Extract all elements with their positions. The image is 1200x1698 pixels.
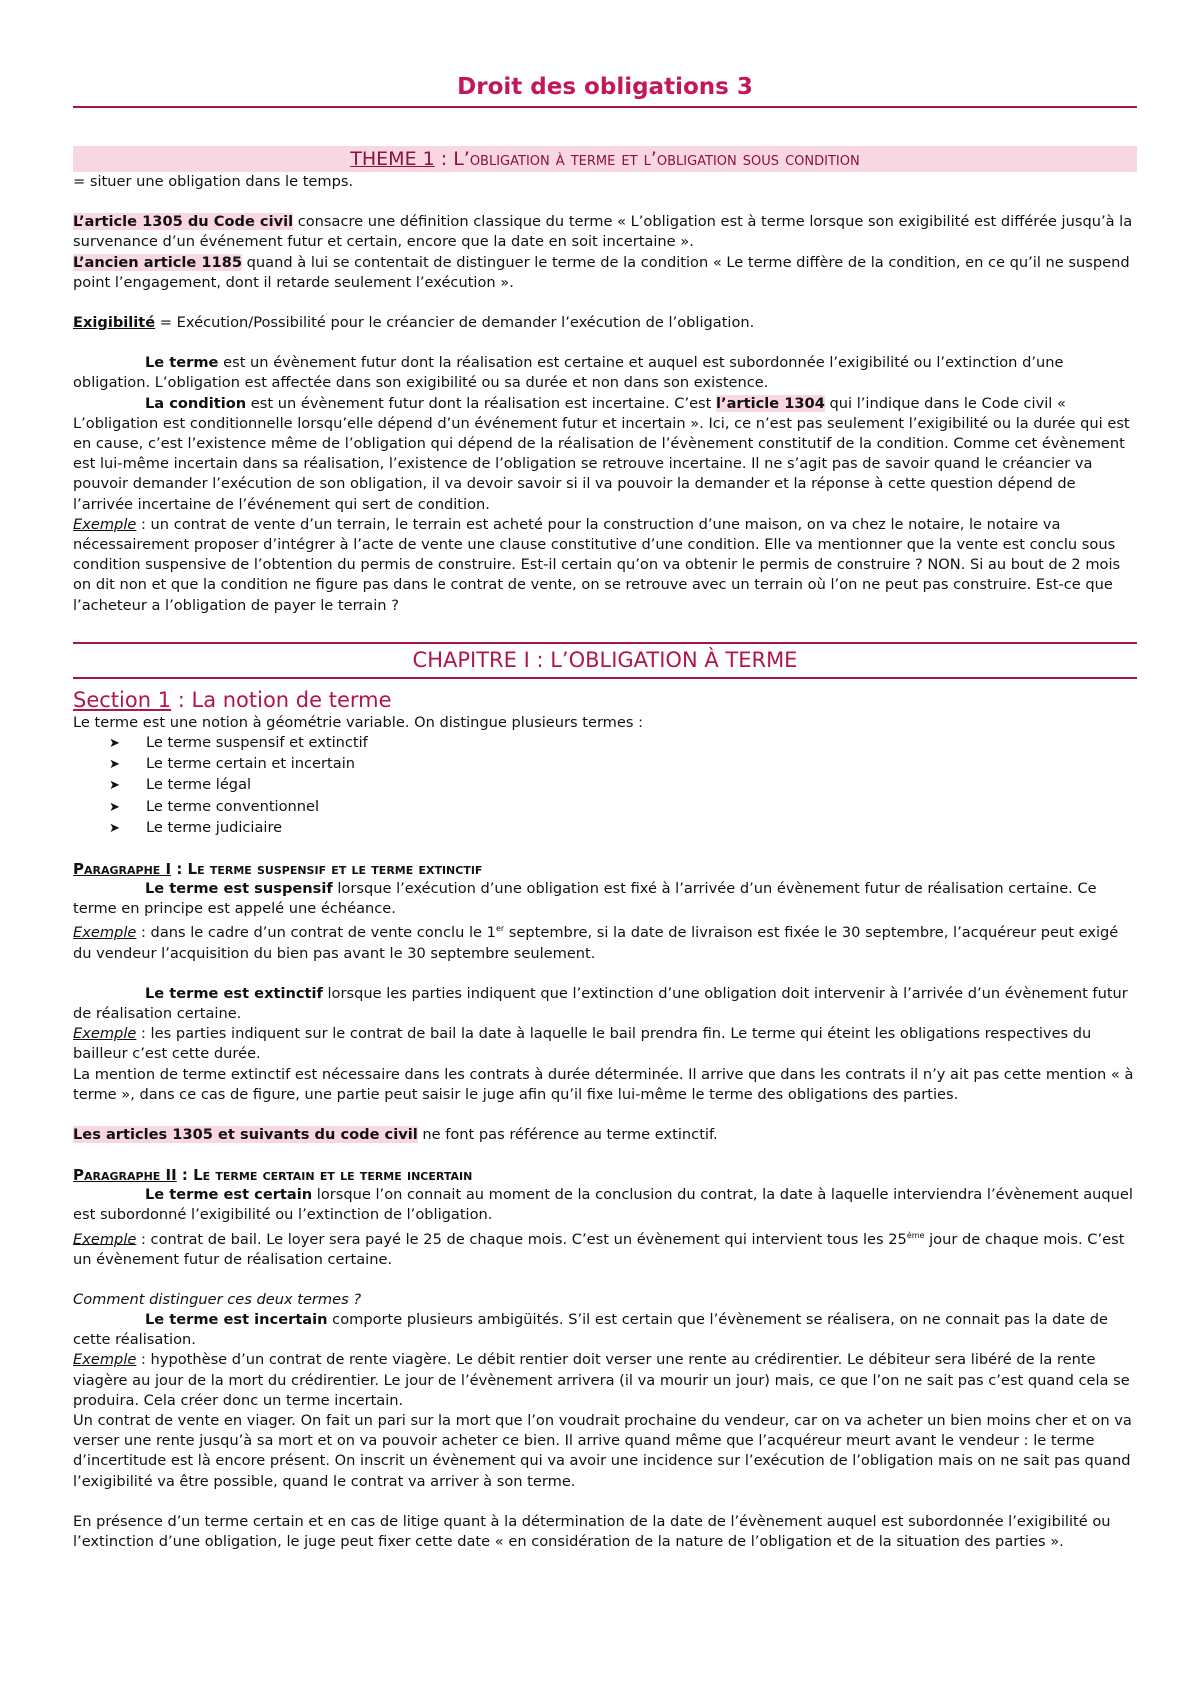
document-title: Droit des obligations 3 bbox=[73, 74, 1137, 108]
condition-bold: La condition bbox=[145, 394, 247, 412]
section-heading bbox=[73, 687, 1137, 713]
article-1185-text: quand à lui se contentait de distinguer le terme de la condition « Le terme diffère de la condition, en ce qu’il ne suspend point l’engagement, dont il retarde seulement l’exécution ». bbox=[73, 253, 1130, 291]
terme-text: est un évènement futur dont la réalisation est certaine et auquel est subordonnée l’exigibilité ou l’extinction d’une obligation. L’obligation est affectée dans son exigibilité ou sa durée et non dans son existence. bbox=[73, 354, 1064, 392]
example-5-text: : hypothèse d’un contrat de rente viagère. Le débit rentier doit verser une rente au crédirentier. Le débiteur sera libéré de la rente viagère au jour de la mort du crédirentier. Le jour de l’évènement arrivera (il va mourir un jour) mais, ce que l’on ne sait pas c’est quand cela se produira. Cela créer donc un terme incertain. bbox=[73, 1351, 1130, 1409]
list-item-text: Le terme certain et incertain bbox=[146, 755, 355, 773]
list-item bbox=[109, 818, 1137, 839]
section-intro: Le terme est une notion à géométrie variable. On distingue plusieurs termes : bbox=[73, 713, 644, 731]
mention-paragraph: La mention de terme extinctif est nécessaire dans les contrats à durée déterminée. Il arrive que dans les contrats il n’y ait pas cette mention « à terme », dans ce cas de figure, une partie peut saisir le juge afin qu’il fixe lui-même le terme des obligations des parties. bbox=[73, 1065, 1134, 1103]
list-item bbox=[109, 775, 1137, 796]
example-5 bbox=[73, 1350, 1137, 1411]
example-2-pre: : dans le cadre d’un contrat de vente conclu le 1 bbox=[136, 924, 496, 942]
section-title: : La notion de terme bbox=[171, 687, 392, 712]
suspensif-text: lorsque l’exécution d’une obligation est fixé à l’arrivée d’un évènement futur de réalisation certaine. Ce terme en principe est appelé une échéance. bbox=[73, 880, 1097, 918]
certain-text: lorsque l’on connait au moment de la conclusion du contrat, la date à laquelle interviendra l’évènement auquel est subordonné l’exigibilité ou l’extinction de l’obligation. bbox=[73, 1186, 1133, 1224]
extinctif-text: lorsque les parties indiquent que l’extinction d’une obligation doit intervenir à l’arrivée d’un évènement futur de réalisation certaine. bbox=[73, 984, 1128, 1022]
viager-paragraph: Un contrat de vente en viager. On fait un pari sur la mort que l’on voudrait prochaine du vendeur, car on va acheter un bien moins cher et on va verser une rente jusqu’à sa mort et on va pouvoir acheter ce bien. Il arrive quand même que l’acquéreur meurt avant le vendeur : le terme d’incertitude est là encore présent. On inscrit un évènement qui va avoir une incidence sur l’exécution de l’obligation mais on ne sait pas quand l’exigibilité va être possible, quand le contrat va arriver à son terme. bbox=[73, 1412, 1132, 1490]
example-1-text: : un contrat de vente d’un terrain, le terrain est acheté pour la construction d’une maison, on va chez le notaire, le notaire va nécessairement proposer d’intégrer à l’acte de vente une clause constitutive d’une condition. Elle va mentionner que la vente est conclu sous condition suspensive de l’obtention du permis de construire. Est-il certain qu’on va obtenir le permis de construire ? NON. Si au bout de 2 mois on dit non et que la condition ne figure pas dans le contrat de vente, on se retrouve avec un terrain où l’on ne peut pas construire. Est-ce que l’acheteur a l’obligation de payer le terrain ? bbox=[73, 515, 1121, 614]
section-number: Section 1 bbox=[73, 687, 172, 712]
example-3 bbox=[73, 1024, 1137, 1064]
example-label: Exemple bbox=[73, 1230, 137, 1248]
example-4-post: jour de chaque mois. C’est un évènement futur de réalisation certaine. bbox=[73, 1230, 1125, 1268]
terms-list bbox=[73, 733, 1137, 839]
extinctif-bold: Le terme est extinctif bbox=[145, 984, 323, 1002]
article-1305-ref: L’article 1305 du Code civil bbox=[73, 213, 294, 231]
litige-paragraph: En présence d’un terme certain et en cas de litige quant à la détermination de la date de l’évènement auquel est subordonnée l’exigibilité ou l’extinction d’une obligation, le juge peut fixer cette date « en considération de la nature de l’obligation et de la situation des parties ». bbox=[73, 1512, 1111, 1551]
incertain-text: comporte plusieurs ambigüités. S’il est certain que l’évènement se réalisera, on ne connait pas la date de cette réalisation. bbox=[73, 1311, 1108, 1349]
article-1305-paragraph bbox=[73, 212, 1137, 252]
example-4 bbox=[73, 1226, 1137, 1270]
document-page bbox=[73, 0, 1137, 1552]
terme-definition bbox=[73, 353, 1137, 393]
paragraph-1-heading bbox=[73, 859, 1137, 879]
example-4-pre: : contrat de bail. Le loyer sera payé le 25 de chaque mois. C’est un évènement qui intervient tous les 25 bbox=[136, 1230, 907, 1248]
condition-text-2: qui l’indique dans le Code civil « L’obligation est conditionnelle lorsqu’elle dépend d’un événement futur et incertain ». Ici, ce n’est pas seulement l’exigibilité ou la durée qui est en cause, c’est l’existence même de l’obligation qui dépend de la réalisation de l’évènement constitutif de la condition. Comme cet évènement est lui-même incertain dans sa réalisation, l’existence de l’obligation se retrouve incertaine. Il ne s’agit pas de savoir quand le créancier va pouvoir demander l’exécution de son obligation, il va devoir savoir si il va pouvoir la demander et la réponse à cette question dépend de l’arrivée incertaine de l’événement qui sert de condition. bbox=[73, 394, 1130, 513]
article-1304-ref: l’article 1304 bbox=[716, 394, 825, 412]
condition-definition bbox=[73, 394, 1137, 515]
extinctif-paragraph bbox=[73, 984, 1137, 1024]
paragraph-1-label: Paragraphe I bbox=[73, 860, 172, 879]
certain-paragraph bbox=[73, 1185, 1137, 1225]
incertain-paragraph bbox=[73, 1310, 1137, 1350]
terme-bold: Le terme bbox=[145, 354, 219, 372]
theme-separator: : bbox=[434, 148, 454, 170]
arrow-bullet-icon: ➤ bbox=[109, 820, 120, 836]
example-2-sup: er bbox=[495, 924, 505, 934]
arrow-bullet-icon: ➤ bbox=[109, 757, 120, 773]
example-1 bbox=[73, 515, 1137, 616]
example-2-post: septembre, si la date de livraison est fixée le 30 septembre, l’acquéreur peut exigé du vendeur l’acquisition du bien pas avant le 30 septembre seulement. bbox=[73, 924, 1119, 962]
list-item-text: Le terme légal bbox=[146, 776, 252, 794]
theme-number: THEME 1 bbox=[350, 148, 435, 170]
article-1185-paragraph bbox=[73, 253, 1137, 293]
example-label: Exemple bbox=[73, 515, 137, 533]
condition-text-1: est un évènement futur dont la réalisation est incertaine. C’est bbox=[246, 394, 717, 412]
example-label: Exemple bbox=[73, 924, 137, 942]
list-item bbox=[109, 733, 1137, 754]
chapter-heading: CHAPITRE I : L’OBLIGATION À TERME bbox=[73, 642, 1137, 679]
question-line: Comment distinguer ces deux termes ? bbox=[73, 1290, 362, 1308]
suspensif-bold: Le terme est suspensif bbox=[145, 880, 333, 898]
example-4-sup: ème bbox=[906, 1230, 925, 1240]
list-item-text: Le terme suspensif et extinctif bbox=[146, 734, 368, 752]
list-item bbox=[109, 797, 1137, 818]
arrow-bullet-icon: ➤ bbox=[109, 778, 120, 794]
theme-label: L’obligation à terme et l’obligation sous condition bbox=[453, 148, 860, 170]
paragraph-2-heading bbox=[73, 1165, 1137, 1185]
exigibilite-text: = Exécution/Possibilité pour le créancier de demander l’exécution de l’obligation. bbox=[155, 314, 755, 332]
certain-bold: Le terme est certain bbox=[145, 1186, 313, 1204]
articles-1305-paragraph bbox=[73, 1125, 1137, 1145]
article-1305-text: consacre une définition classique du terme « L’obligation est à terme lorsque son exigibilité est différée jusqu’à la survenance d’un événement futur et certain, encore que la date en soit incertaine ». bbox=[73, 213, 1133, 251]
article-1185-ref: L’ancien article 1185 bbox=[73, 253, 243, 271]
example-label: Exemple bbox=[73, 1351, 137, 1369]
list-item bbox=[109, 754, 1137, 775]
example-label: Exemple bbox=[73, 1025, 137, 1043]
list-item-text: Le terme judiciaire bbox=[146, 818, 283, 836]
articles-1305-text: ne font pas référence au terme extinctif. bbox=[417, 1125, 718, 1143]
exigibilite-word: Exigibilité bbox=[73, 314, 156, 332]
example-2 bbox=[73, 919, 1137, 963]
example-3-text: : les parties indiquent sur le contrat de bail la date à laquelle le bail prendra fin. Le terme qui éteint les obligations respectives du bailleur c’est cette durée. bbox=[73, 1025, 1092, 1063]
intro-line: = situer une obligation dans le temps. bbox=[73, 173, 354, 190]
theme-heading bbox=[73, 146, 1137, 172]
paragraph-1-title: : Le terme suspensif et le terme extinctif bbox=[171, 860, 483, 879]
arrow-bullet-icon: ➤ bbox=[109, 736, 120, 752]
suspensif-paragraph bbox=[73, 879, 1137, 919]
list-item-text: Le terme conventionnel bbox=[146, 797, 320, 815]
incertain-bold: Le terme est incertain bbox=[145, 1311, 328, 1329]
paragraph-2-title: : Le terme certain et le terme incertain bbox=[176, 1166, 473, 1185]
exigibilite-paragraph bbox=[73, 313, 1137, 333]
paragraph-2-label: Paragraphe II bbox=[73, 1166, 177, 1185]
articles-1305-ref: Les articles 1305 et suivants du code civil bbox=[73, 1125, 418, 1143]
arrow-bullet-icon: ➤ bbox=[109, 799, 120, 815]
